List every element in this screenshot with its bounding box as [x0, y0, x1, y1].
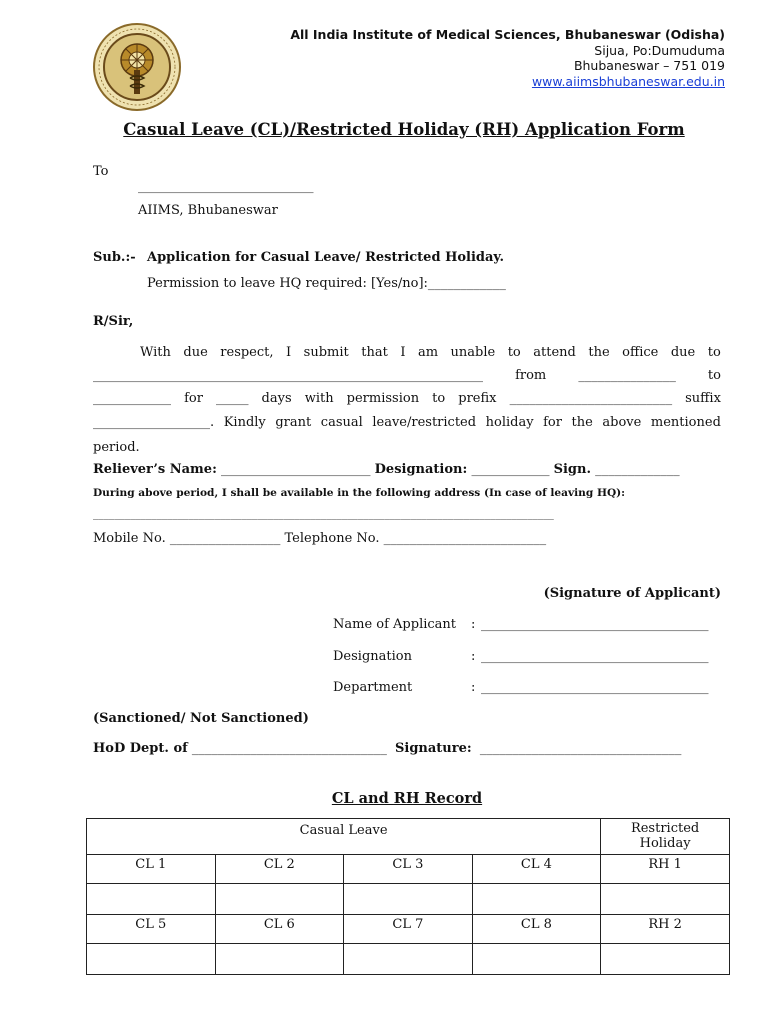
reliever-sign-label: Sign.: [553, 462, 591, 477]
rh-1-header: RH 1: [601, 855, 730, 884]
to-date-blank[interactable]: ____________: [93, 391, 171, 406]
cl-1-cell[interactable]: [87, 884, 216, 915]
salutation: R/Sir,: [93, 314, 134, 329]
applicant-name-label: Name of Applicant: [333, 617, 457, 632]
days-blank[interactable]: _____: [215, 391, 249, 406]
cl-rh-record-table: [86, 818, 730, 975]
reliever-sign-blank[interactable]: _____________: [595, 462, 680, 477]
cl-1-header: CL 1: [87, 855, 216, 884]
institute-name: All India Institute of Medical Sciences, Bhubaneswar (Odisha): [290, 27, 725, 42]
cl-2-cell[interactable]: [215, 884, 344, 915]
to-blank[interactable]: ___________________________: [138, 179, 314, 194]
cl-4-cell[interactable]: [472, 884, 601, 915]
reliever-name-blank[interactable]: _______________________: [221, 462, 371, 477]
cl-3-cell[interactable]: [344, 884, 473, 915]
hod-row: [93, 741, 681, 756]
applicant-designation-blank[interactable]: ___________________________________: [481, 649, 709, 664]
casual-leave-header: Casual Leave: [87, 819, 601, 855]
applicant-designation-colon: :: [471, 649, 476, 664]
subject-text: Application for Casual Leave/ Restricted Holiday.: [147, 250, 504, 265]
signature-of-applicant: (Signature of Applicant): [543, 586, 721, 601]
reliever-name-label: Reliever’s Name:: [93, 462, 217, 477]
cl-8-cell[interactable]: [472, 944, 601, 975]
restricted-holiday-header: Restricted Holiday: [601, 819, 730, 855]
rh-1-cell[interactable]: [601, 884, 730, 915]
mobile-blank[interactable]: _________________: [169, 531, 281, 546]
sanction-label: (Sanctioned/ Not Sanctioned): [93, 711, 309, 726]
cl-5-header: CL 5: [87, 915, 216, 944]
reliever-designation-blank[interactable]: ____________: [471, 462, 550, 477]
address-line-2: Bhubaneswar – 751 019: [573, 58, 725, 73]
cl-8-header: CL 8: [472, 915, 601, 944]
rh-2-header: RH 2: [601, 915, 730, 944]
table-row: [87, 855, 730, 884]
cl-4-header: CL 4: [472, 855, 601, 884]
body-line-4: __________________. Kindly grant casual leave/restricted holiday for the above mentioned: [93, 415, 721, 430]
suffix-blank[interactable]: __________________.: [93, 415, 215, 430]
telephone-label: Telephone No.: [284, 531, 380, 546]
telephone-blank[interactable]: _________________________: [383, 531, 547, 546]
applicant-designation-label: Designation: [333, 649, 412, 664]
hod-label: HoD Dept. of: [93, 741, 188, 756]
applicant-department-colon: :: [471, 680, 476, 695]
hod-signature-blank[interactable]: _______________________________: [479, 741, 682, 756]
to-label: To: [93, 164, 109, 179]
record-title: CL and RH Record: [331, 790, 483, 807]
website-link[interactable]: www.aiimsbhubaneswar.edu.in: [531, 74, 725, 89]
rh-2-cell[interactable]: [601, 944, 730, 975]
cl-6-header: CL 6: [215, 915, 344, 944]
reliever-row: [93, 462, 680, 477]
to-office: AIIMS, Bhubaneswar: [138, 203, 278, 218]
aiims-logo-icon: [92, 22, 182, 112]
address-blank[interactable]: _______________________________________________________________________________________: [93, 508, 554, 520]
from-date-blank[interactable]: _______________: [578, 368, 676, 383]
cl-6-cell[interactable]: [215, 944, 344, 975]
table-row: [87, 884, 730, 915]
contact-row: [93, 531, 546, 546]
hod-dept-blank[interactable]: ______________________________: [191, 741, 387, 756]
permission-field[interactable]: Permission to leave HQ required: [Yes/no]:____________: [147, 276, 506, 291]
prefix-blank[interactable]: _________________________: [509, 391, 673, 406]
subject-label: Sub.:-: [93, 250, 136, 265]
cl-2-header: CL 2: [215, 855, 344, 884]
cl-7-cell[interactable]: [344, 944, 473, 975]
body-line-1: With due respect, I submit that I am unable to attend the office due to: [140, 345, 721, 360]
table-row: [87, 944, 730, 975]
cl-3-header: CL 3: [344, 855, 473, 884]
applicant-department-blank[interactable]: ___________________________________: [481, 680, 709, 695]
cl-5-cell[interactable]: [87, 944, 216, 975]
table-header-row: [87, 819, 730, 855]
address-line-1: Sijua, Po:Dumuduma: [594, 43, 725, 58]
form-title: Casual Leave (CL)/Restricted Holiday (RH) Application Form: [123, 120, 685, 139]
body-line-3: ____________ for _____ days with permission to prefix _________________________ suffix: [93, 391, 721, 406]
applicant-name-colon: :: [471, 617, 476, 632]
availability-note: During above period, I shall be available in the following address (In case of leaving HQ):: [93, 487, 626, 499]
reason-blank[interactable]: ____________________________________________________________: [93, 368, 483, 383]
cl-7-header: CL 7: [344, 915, 473, 944]
mobile-label: Mobile No.: [93, 531, 166, 546]
body-line-5: period.: [93, 440, 140, 455]
applicant-name-blank[interactable]: ___________________________________: [481, 617, 709, 632]
applicant-department-label: Department: [333, 680, 413, 695]
table-row: [87, 915, 730, 944]
body-line-2: ____________________________________________________________ from _______________ to: [93, 368, 721, 383]
reliever-designation-label: Designation:: [374, 462, 468, 477]
hod-signature-label: Signature:: [395, 741, 472, 756]
